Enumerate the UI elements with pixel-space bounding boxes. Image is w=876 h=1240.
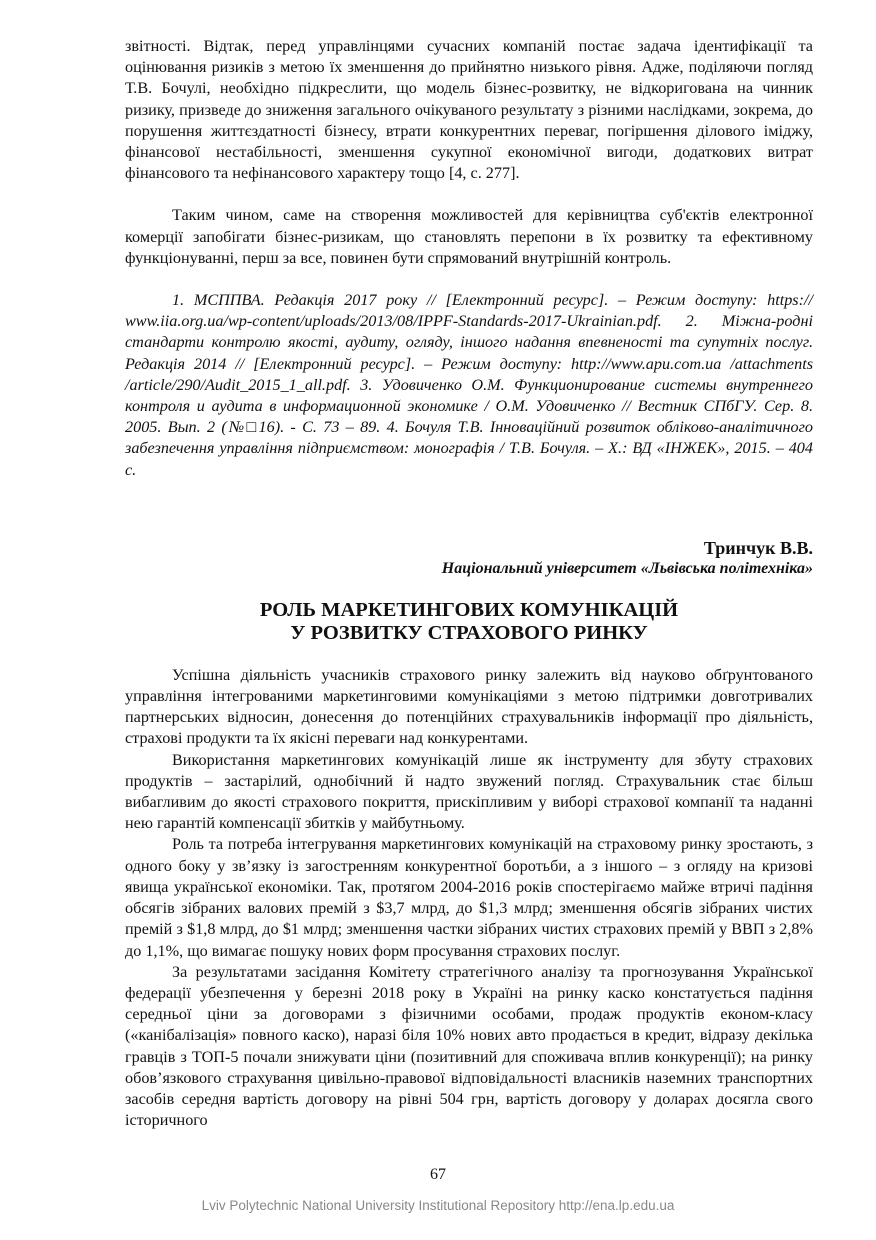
document-page bbox=[125, 36, 813, 1131]
article-paragraph: За результатами засідання Комітету стратегічного аналізу та прогнозування Української федерації убезпечення у березні 2018 року в Україні на ринку каско констатується падіння середньої ціни за договорами з фізичними особами, продаж продуктів економ-класу («канібалізація» повного каско), наразі біля 10% нових авто продається в кредит, відразу декілька гравців з ТОП-5 почали знижувати ціни (позитивний для споживача вплив конкуренції); на ринку обов’язкового страхування цивільно-правової відповідальності власників наземних транспортних засобів середня вартість договору на рівні 504 грн, вартість договору у доларах досягла свого історичного bbox=[125, 962, 813, 1130]
article-author: Тринчук В.В. bbox=[703, 537, 813, 558]
page-number: 67 bbox=[430, 1166, 446, 1183]
references-list: 1. МСППВА. Редакція 2017 року // [Електронний ресурс]. – Режим доступу: https:// www.iia.org.ua/wp-content/uploads/2013/08/IPPF-Standards-2017-Ukrainian.pdf. 2. Міжна-родні стандарти контролю якості, аудиту, огляду, іншого надання впевненості та супутніх послуг. Редакція 2014 // [Електронний ресурс]. – Режим доступу: http://www.apu.com.ua /attachments /article/290/Audit_2015_1_all.pdf. 3. Удовиченко О.М. Функционирование системы внутреннего контроля и аудита в информационной экономике / О.М. Удовиченко // Вестник СПбГУ. Сер. 8. 2005. Вып. 2 (№□16). - С. 73 – 89. 4. Бочуля Т.В. Інноваційний розвиток обліково-аналітичного забезпечення управління підприємством: монографія / Т.В. Бочуля. – Х.: ВД «ІНЖЕК», 2015. – 404 с. bbox=[125, 291, 813, 479]
article-title-line-2: У РОЗВИТКУ СТРАХОВОГО РИНКУ bbox=[290, 621, 648, 644]
article-affiliation: Національний університет «Львівська політехніка» bbox=[441, 559, 813, 577]
article-paragraph: Роль та потреба інтегрування маркетингових комунікацій на страховому ринку зростають, з одного боку у зв’язку із загостренням конкурентної боротьби, а з іншого – з огляду на кризові явища української економіки. Так, протягом 2004-2016 років спостерігаємо майже втричі падіння обсягів зібраних валових премій з $3,7 млрд, до $1,3 млрд; зменшення обсягів зібраних чистих премій з $1,8 млрд, до $1 млрд; зменшення частки зібраних чистих страхових премій у ВВП з 2,8% до 1,1%, що вимагає пошуку нових форм просування страхових послуг. bbox=[125, 835, 813, 960]
continuation-paragraph: Таким чином, саме на створення можливостей для керівництва суб'єктів електронної комерції запобігати бізнес-ризикам, що становлять перепони в їх розвитку та ефективному функціонуванні, перш за все, повинен бути спрямований внутрішній контроль. bbox=[125, 206, 813, 267]
article-title-line-1: РОЛЬ МАРКЕТИНГОВИХ КОМУНІКАЦІЙ bbox=[259, 598, 679, 621]
article-paragraph: Успішна діяльність учасників страхового ринку залежить від науково обґрунтованого управління інтегрованими маркетинговими комунікаціями з метою підтримки довготривалих партнерських відносин, донесення до потенційних страхувальників інформації про діяльність, страхові продукти та їх якісні переваги над конкурентами. bbox=[125, 665, 813, 748]
continuation-paragraph: звітності. Відтак, перед управлінцями сучасних компаній постає задача ідентифікації та оцінювання ризиків з метою їх зменшення до прийнятно низького рівня. Адже, поділяючи погляд Т.В. Бочулі, необхідно підкреслити, що модель бізнес-розвитку, не відкоригована на чинник ризику, призведе до зниження загального очікуваного результату з різними наслідками, зокрема, до порушення життєздатності бізнесу, втрати конкурентних переваг, погіршення ділового іміджу, фінансової нестабільності, зменшення сукупної економічної вигоди, додаткових витрат фінансового та нефінансового характеру тощо [4, с. 277]. bbox=[125, 37, 813, 183]
article-paragraph: Використання маркетингових комунікацій лише як інструменту для збуту страхових продуктів – застарілий, однобічний й надто звужений погляд. Страхувальник стає більш вибагливим до якості страхового покриття, прискіпливим у виборі страхової компанії та наданні нею гарантій компенсації збитків у майбутньому. bbox=[125, 750, 813, 833]
repository-footer: Lviv Polytechnic National University Institutional Repository http://ena.lp.edu.ua bbox=[201, 1198, 675, 1213]
article-title bbox=[125, 599, 813, 645]
section-spacer bbox=[125, 481, 813, 533]
